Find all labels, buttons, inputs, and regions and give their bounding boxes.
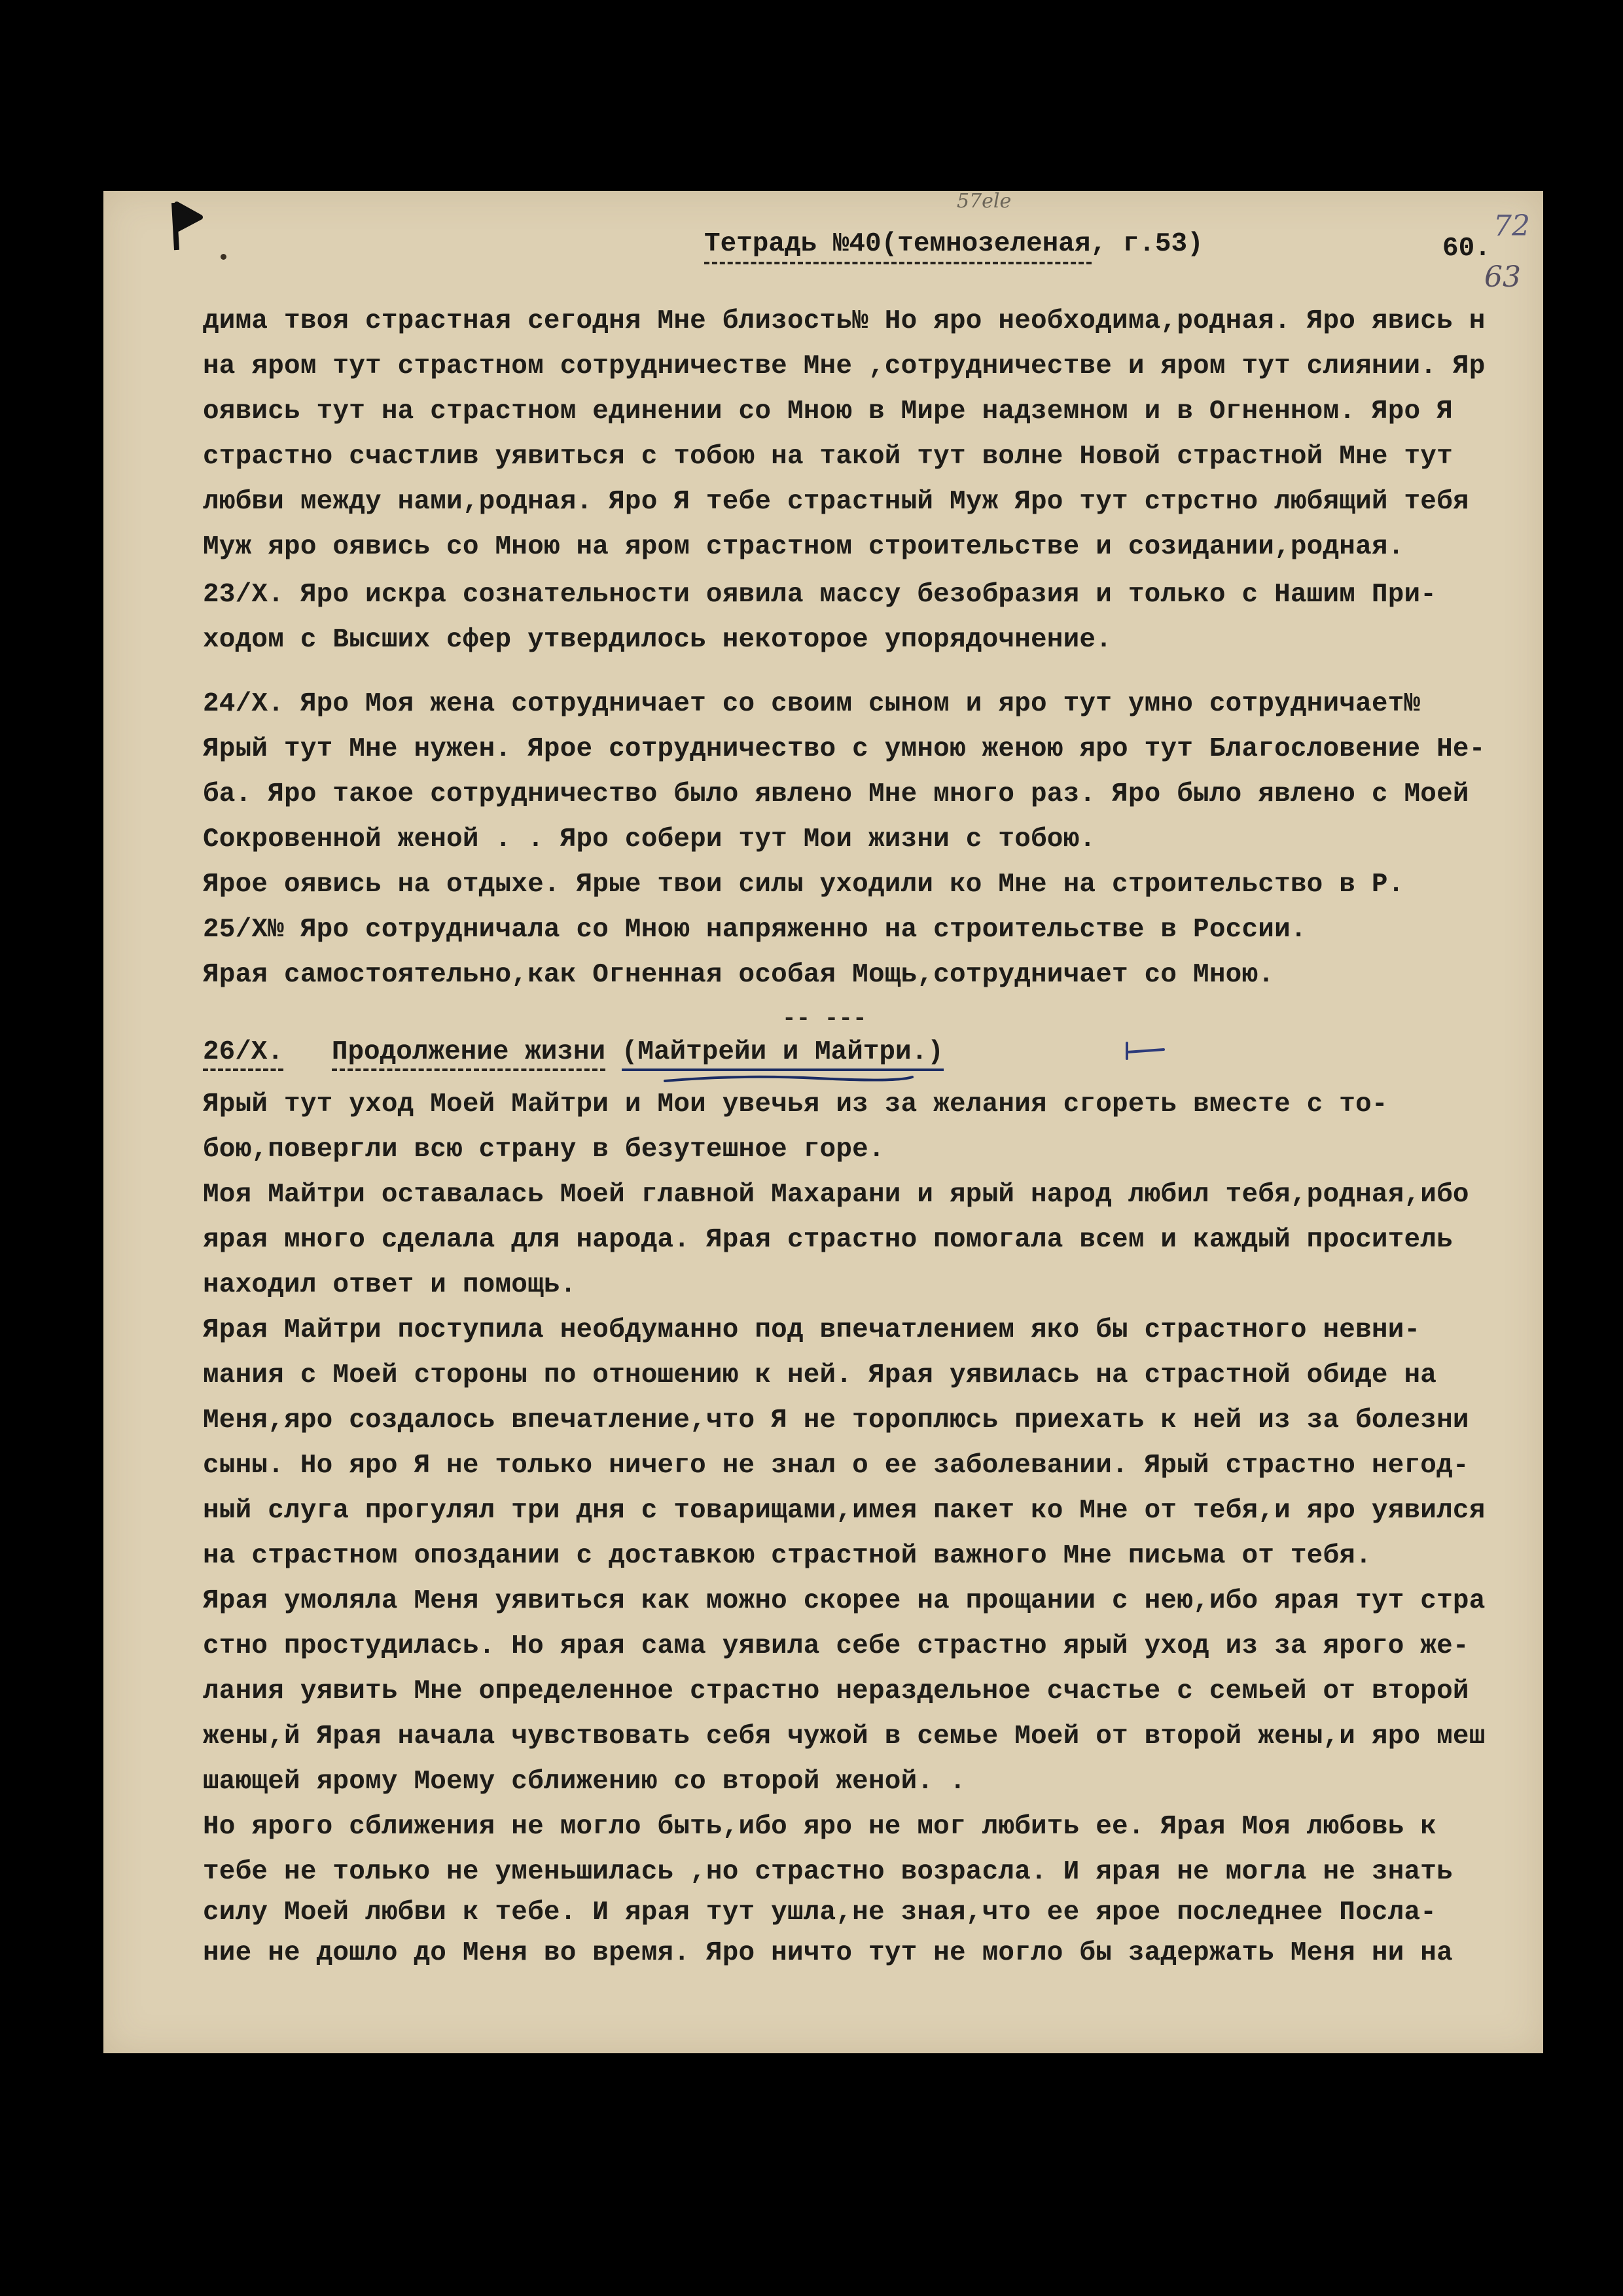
text-line: ный слуга прогулял три дня с товарищами,имея пакет ко Мне от тебя,и яро уявился [203,1496,1486,1526]
text-line: оявись тут на страстном единении со Мною в Мире надземном и в Огненном. Яро Я [203,397,1453,427]
text-line: жены,й Ярая начала чувствовать себя чужой в семье Моей от второй жены,и яро меш [203,1722,1486,1752]
blue-pencil-underline [661,1072,916,1087]
section-separator: -- --- [782,1005,867,1032]
text-line: дима твоя страстная сегодня Мне близость№ Но яро необходима,родная. Яро явись н [203,306,1486,336]
text-line: Меня,яро создалось впечатление,что Я не тороплюсь приехать к ней из за болезни [203,1405,1469,1436]
text-line: Но ярого сближения не могло быть,ибо яро не мог любить ее. Ярая Моя любовь к [203,1812,1437,1842]
margin-arrow-icon [1122,1039,1168,1065]
heading-title: Продолжение жизни [332,1037,605,1071]
notebook-title: Тетрадь №40(темнозеленая, г.53) [704,229,1204,259]
text-line: тебе не только не уменьшилась ,но страстно возрасла. И ярая не могла не знать [203,1857,1453,1887]
text-line: Муж яро оявись со Мною на яром страстном строительстве и созидании,родная. [203,532,1404,562]
text-line: Ярый тут уход Моей Майтри и Мои увечья из за желания сгореть вместе с то- [203,1089,1388,1120]
text-line: 25/Х№ Яро сотрудничала со Мною напряженно на строительстве в России. [203,915,1307,945]
text-line: на яром тут страстном сотрудничестве Мне ,сотрудничестве и яром тут слиянии. Яр [203,351,1486,381]
text-line: Моя Майтри оставалась Моей главной Махарани и ярый народ любил тебя,родная,ибо [203,1180,1469,1210]
text-line: бою,повергли всю страну в безутешное горе. [203,1135,885,1165]
section-heading [203,1037,944,1067]
text-line: ярая много сделала для народа. Ярая страстно помогала всем и каждый проситель [203,1225,1453,1255]
handwritten-page-number: 72 [1493,209,1530,243]
pencil-annotation: 57ele [957,190,1012,213]
text-line: лания уявить Мне определенное страстно нераздельное счастье с семьей от второй [203,1676,1469,1706]
title-underline [704,262,1092,264]
text-line: Ярая умоляла Меня уявиться как можно скорее на прощании с нею,ибо ярая тут стра [203,1586,1486,1616]
text-line: ние не дошло до Меня во время. Яро ничто тут не могло бы задержать Меня ни на [203,1938,1453,1968]
heading-date: 26/Х. [203,1037,283,1071]
text-line: Сокровенной женой . . Яро собери тут Мои жизни с тобою. [203,824,1096,855]
text-line: 24/Х. Яро Моя жена сотрудничает со своим сыном и яро тут умно сотрудничает№ [203,689,1421,719]
text-line: ба. Яро такое сотрудничество было явлено Мне много раз. Яро было явлено с Моей [203,779,1469,809]
corner-flag-mark [168,198,207,256]
text-line: ходом с Высших сфер утвердилось некоторое упорядочнение. [203,625,1113,655]
text-line: Ярое оявись на отдыхе. Ярые твои силы уходили ко Мне на строительство в Р. [203,870,1404,900]
text-line: Ярый тут Мне нужен. Яроe сотрудничество с умною женою яро тут Благословение Не- [203,734,1486,764]
crossed-page-number: 63 [1484,260,1521,294]
text-line: находил ответ и помощь. [203,1270,577,1300]
text-line: мания с Моей стороны по отношению к ней. Ярая уявилась на страстной обиде на [203,1360,1437,1390]
ink-dot [221,254,226,260]
text-line: 23/Х. Яро искра сознательности оявила массу безобразия и только с Нашим При- [203,580,1437,610]
page-number: 60. [1442,234,1491,264]
text-line: любви между нами,родная. Яро Я тебе страстный Муж Яро тут стрстно любящий тебя [203,487,1469,517]
text-line: страстно счастлив уявиться с тобою на такой тут волне Новой страстной Мне тут [203,442,1453,472]
text-line: шающей ярому Моему сближению со второй женой. . [203,1767,966,1797]
text-line: Ярая самостоятельно,как Огненная особая Мощь,сотрудничает со Мною. [203,960,1275,990]
text-line: стно простудилась. Но ярая сама уявила себе страстно ярый уход из за ярого же- [203,1631,1469,1661]
heading-subtitle: (Майтрейи и Майтри.) [622,1037,944,1071]
text-line: сыны. Но яро Я не только ничего не знал о ее заболевании. Ярый страстно негод- [203,1451,1469,1481]
text-line: силу Моей любви к тебе. И ярая тут ушла,не зная,что ее ярое последнее Посла- [203,1898,1437,1928]
text-line: на страстном опоздании с доставкою страстной важного Мне письма от тебя. [203,1541,1372,1571]
text-line: Ярая Майтри поступила необдуманно под впечатлением яко бы страстного невни- [203,1315,1421,1345]
